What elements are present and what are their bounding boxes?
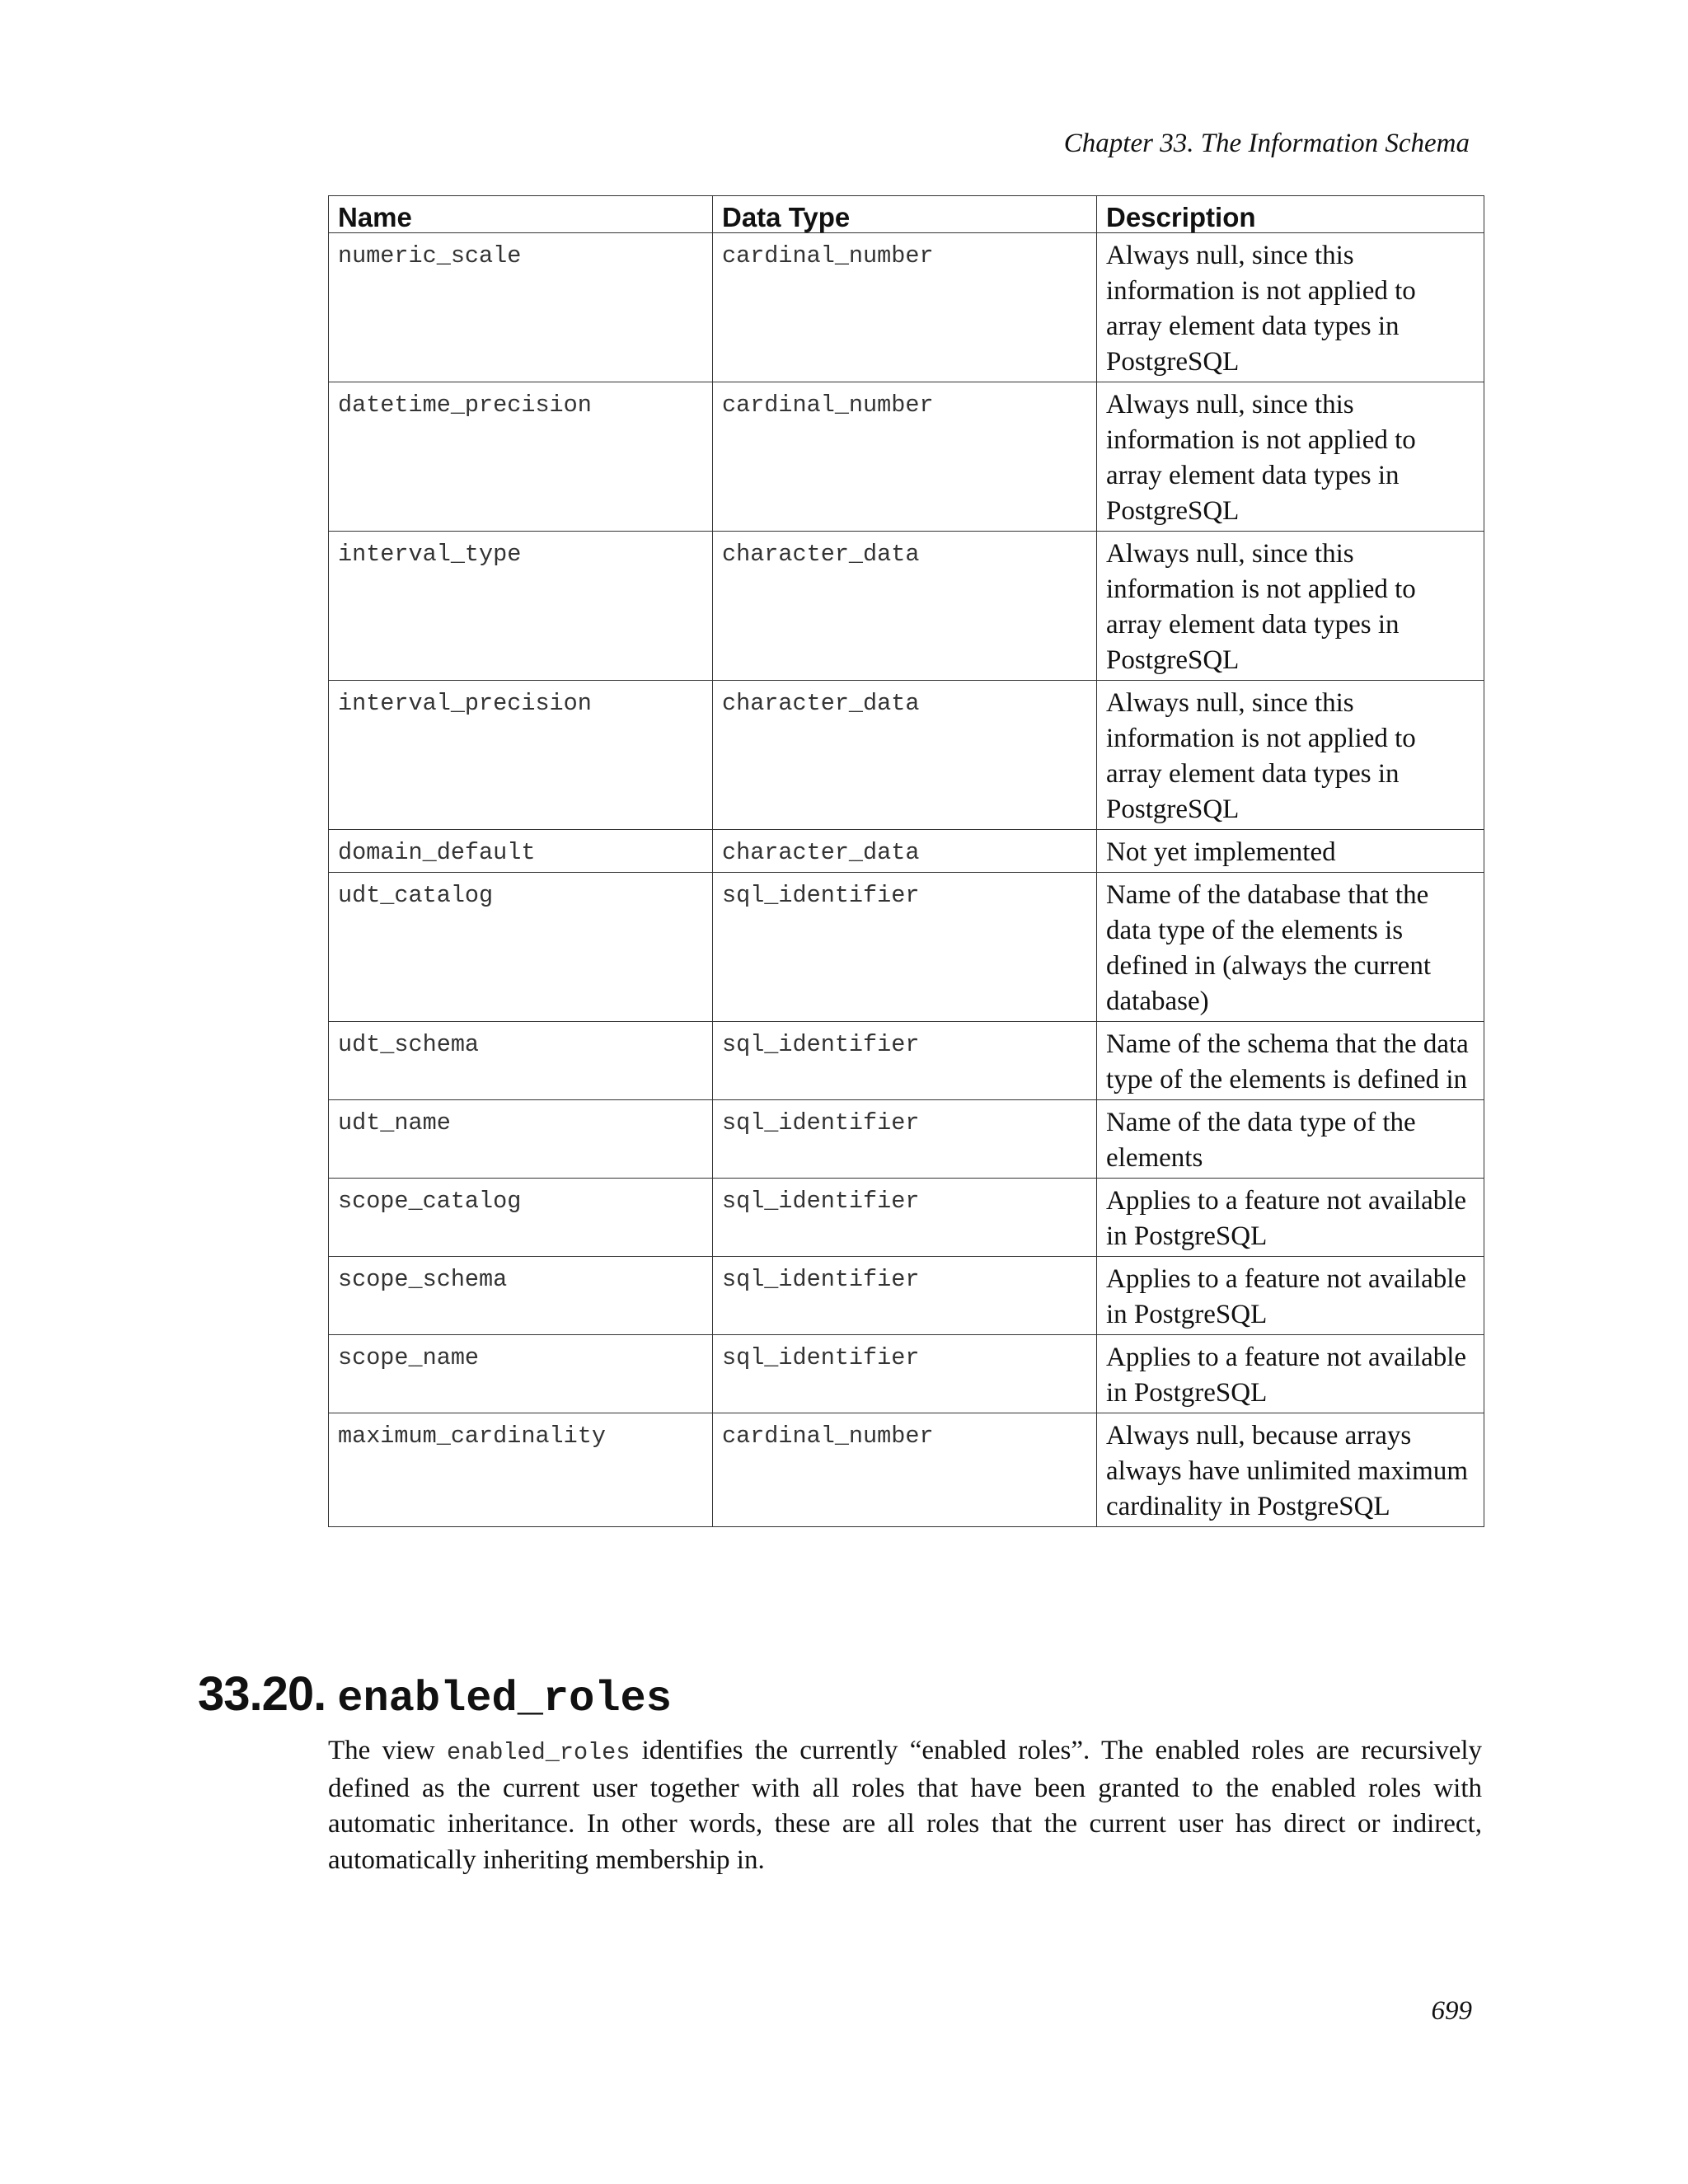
paragraph-text-rest: identifies the currently “enabled roles”. The enabled roles are recursively defined as the current user together with all roles that have been granted to the enabled roles with automatic inheritance. In other words, these are all roles that the current user has direct or indirect, automatically inheriting membership in. bbox=[328, 1736, 1483, 1875]
row-name-cell: domain_default bbox=[329, 830, 713, 873]
row-name-cell: numeric_scale bbox=[329, 233, 713, 382]
table-row bbox=[329, 1413, 1484, 1527]
row-description-cell: Always null, since this information is not applied to array element data types in PostgreSQL bbox=[1097, 532, 1484, 681]
row-name-cell: scope_schema bbox=[329, 1257, 713, 1335]
row-type-cell: character_data bbox=[713, 532, 1097, 681]
column-header-name: Name bbox=[329, 196, 713, 233]
row-type-cell: sql_identifier bbox=[713, 1022, 1097, 1100]
row-type-cell: sql_identifier bbox=[713, 1100, 1097, 1179]
table-row bbox=[329, 1022, 1484, 1100]
page-number: 699 bbox=[1431, 1996, 1472, 2026]
row-description-cell: Always null, because arrays always have unlimited maximum cardinality in PostgreSQL bbox=[1097, 1413, 1484, 1527]
table-row bbox=[329, 681, 1484, 830]
table-row bbox=[329, 830, 1484, 873]
row-description-cell: Not yet implemented bbox=[1097, 830, 1484, 873]
row-description-cell: Always null, since this information is not applied to array element data types in PostgreSQL bbox=[1097, 233, 1484, 382]
section-title: enabled_roles bbox=[337, 1675, 672, 1723]
section-heading bbox=[198, 1665, 672, 1734]
row-type-cell: sql_identifier bbox=[713, 873, 1097, 1022]
table-row bbox=[329, 873, 1484, 1022]
row-type-cell: cardinal_number bbox=[713, 382, 1097, 532]
row-name-cell: udt_name bbox=[329, 1100, 713, 1179]
column-header-data-type: Data Type bbox=[713, 196, 1097, 233]
row-type-cell: cardinal_number bbox=[713, 233, 1097, 382]
row-name-cell: datetime_precision bbox=[329, 382, 713, 532]
section-number: 33.20. bbox=[198, 1667, 326, 1721]
row-name-cell: udt_schema bbox=[329, 1022, 713, 1100]
table-row bbox=[329, 1257, 1484, 1335]
table-row bbox=[329, 1100, 1484, 1179]
table-row bbox=[329, 532, 1484, 681]
row-type-cell: sql_identifier bbox=[713, 1257, 1097, 1335]
row-name-cell: maximum_cardinality bbox=[329, 1413, 713, 1527]
row-description-cell: Name of the data type of the elements bbox=[1097, 1100, 1484, 1179]
section-paragraph bbox=[328, 1733, 1482, 1878]
row-description-cell: Always null, since this information is not applied to array element data types in PostgreSQL bbox=[1097, 681, 1484, 830]
row-description-cell: Name of the database that the data type of the elements is defined in (always the current database) bbox=[1097, 873, 1484, 1022]
paragraph-text-start: The view bbox=[328, 1736, 448, 1765]
row-name-cell: udt_catalog bbox=[329, 873, 713, 1022]
table-row bbox=[329, 382, 1484, 532]
row-description-cell: Applies to a feature not available in PostgreSQL bbox=[1097, 1179, 1484, 1257]
row-description-cell: Always null, since this information is not applied to array element data types in PostgreSQL bbox=[1097, 382, 1484, 532]
row-name-cell: scope_catalog bbox=[329, 1179, 713, 1257]
row-type-cell: sql_identifier bbox=[713, 1335, 1097, 1413]
row-name-cell: scope_name bbox=[329, 1335, 713, 1413]
attributes-table bbox=[328, 195, 1484, 1527]
column-header-description: Description bbox=[1097, 196, 1484, 233]
table-row bbox=[329, 233, 1484, 382]
row-type-cell: cardinal_number bbox=[713, 1413, 1097, 1527]
row-type-cell: character_data bbox=[713, 681, 1097, 830]
row-description-cell: Applies to a feature not available in PostgreSQL bbox=[1097, 1335, 1484, 1413]
row-description-cell: Name of the schema that the data type of the elements is defined in bbox=[1097, 1022, 1484, 1100]
table-row bbox=[329, 1179, 1484, 1257]
row-description-cell: Applies to a feature not available in PostgreSQL bbox=[1097, 1257, 1484, 1335]
table-header-row bbox=[329, 196, 1484, 233]
table-row bbox=[329, 1335, 1484, 1413]
running-header: Chapter 33. The Information Schema bbox=[1063, 129, 1470, 158]
row-name-cell: interval_precision bbox=[329, 681, 713, 830]
row-type-cell: sql_identifier bbox=[713, 1179, 1097, 1257]
inline-code: enabled_roles bbox=[447, 1739, 631, 1766]
row-type-cell: character_data bbox=[713, 830, 1097, 873]
row-name-cell: interval_type bbox=[329, 532, 713, 681]
